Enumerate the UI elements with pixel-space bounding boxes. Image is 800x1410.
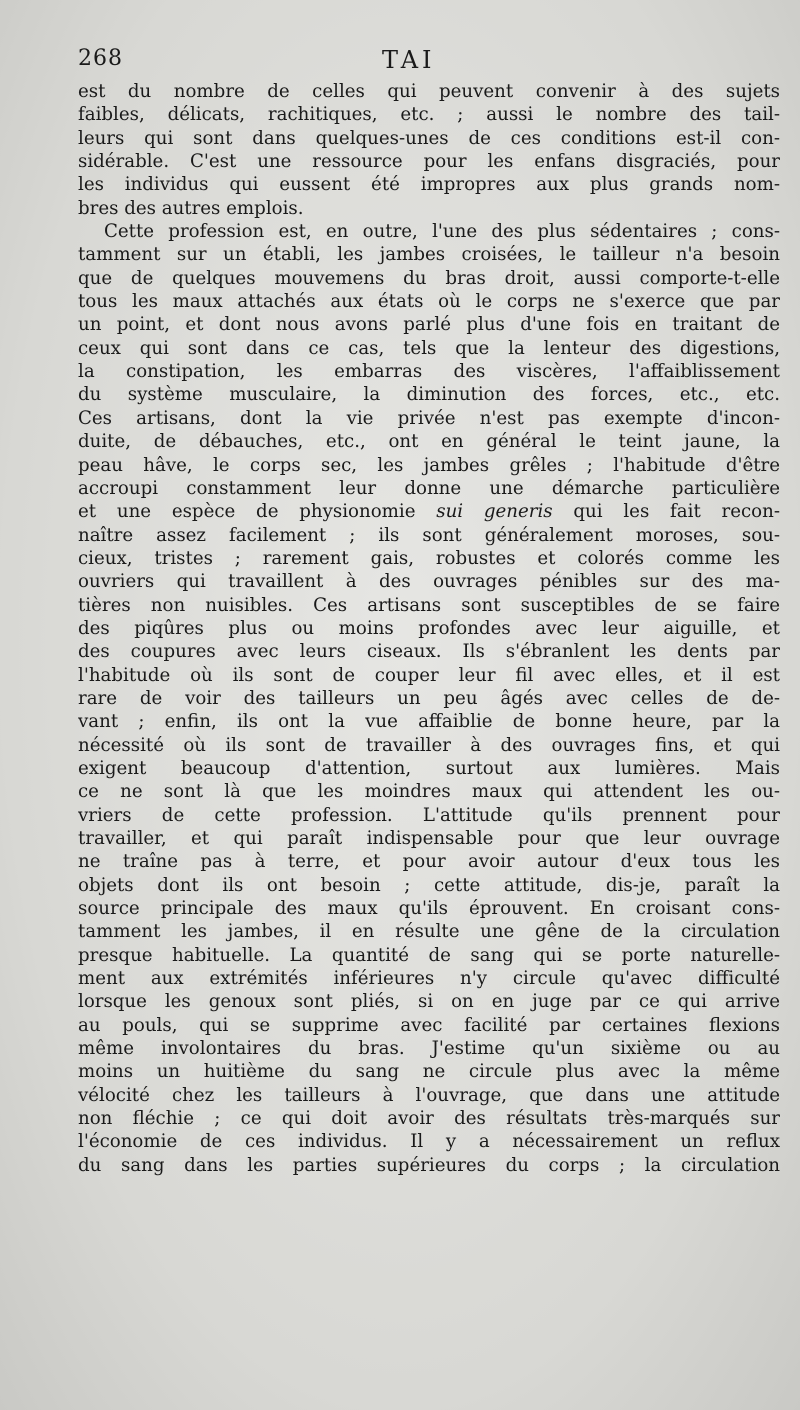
text-line: faibles, délicats, rachitiques, etc. ; aussi le nombre des tail- [78,104,780,126]
text-line: exigent beaucoup d'attention, surtout aux lumières. Mais [78,757,780,779]
text-line: tamment sur un établi, les jambes croisées, le tailleur n'a besoin [78,244,780,266]
text-line: même involontaires du bras. J'estime qu'un sixième ou au [78,1038,780,1060]
italic-phrase: sui generis [436,501,553,523]
text-line: la constipation, les embarras des viscères, l'affaiblissement [78,361,780,383]
text-line: Ces artisans, dont la vie privée n'est pas exempte d'incon- [78,407,780,429]
text-line: peau hâve, le corps sec, les jambes grêles ; l'habitude d'être [78,454,780,476]
text-line: ment aux extrémités inférieures n'y circule qu'avec difficulté [78,968,780,990]
text-line: naître assez facilement ; ils sont généralement moroses, sou- [78,524,780,546]
text-line: travailler, et qui paraît indispensable pour que leur ouvrage [78,828,780,849]
text-line: des piqûres plus ou moins profondes avec leur aiguille, et [78,617,780,639]
page-number: 268 [78,46,123,71]
text-line: ceux qui sont dans ce cas, tels que la lenteur des digestions, [78,337,780,359]
text-line: les individus qui eussent été impropres aux plus grands nom- [78,174,780,196]
text-line: Cette profession est, en outre, l'une des plus sédentaires ; cons- [104,221,780,243]
text-line: au pouls, qui se supprime avec facilité par certaines flexions [78,1014,780,1036]
text-line: que de quelques mouvemens du bras droit, aussi comporte-t-elle [78,267,780,289]
text-line: non fléchie ; ce qui doit avoir des résultats très-marqués sur [78,1108,780,1130]
text-line: bres des autres emplois. [78,197,304,219]
text-line: tous les maux attachés aux états où le corps ne s'exerce que par [78,291,780,313]
running-head: TAI [382,46,436,74]
text-line: moins un huitième du sang ne circule plus avec la même [78,1061,780,1083]
text-line: un point, et dont nous avons parlé plus d'une fois en traitant de [78,314,780,336]
body-text [78,80,780,1177]
text-line: presque habituelle. La quantité de sang qui se porte naturelle- [78,944,780,966]
text-line: ce ne sont là que les moindres maux qui attendent les ou- [78,781,780,803]
text-line: duite, de débauches, etc., ont en général le teint jaune, la [78,431,780,453]
text-line: du système musculaire, la diminution des forces, etc., etc. [78,384,780,406]
text-line: rare de voir des tailleurs un peu âgés avec celles de de- [78,687,780,709]
text-line: nécessité où ils sont de travailler à des ouvrages fins, et qui [78,734,780,756]
text-segment: et une espèce de physionomie [78,501,437,523]
text-line: accroupi constamment leur donne une démarche particulière [78,477,780,499]
text-line: sidérable. C'est une ressource pour les enfans disgraciés, pour [78,151,780,173]
text-line: l'habitude où ils sont de couper leur fil avec elles, et il est [78,664,780,686]
text-line [78,500,780,523]
text-line: vriers de cette profession. L'attitude qu'ils prennent pour [78,804,780,826]
text-line: vélocité chez les tailleurs à l'ouvrage, que dans une attitude [78,1084,780,1106]
text-line: des coupures avec leurs ciseaux. Ils s'ébranlent les dents par [78,641,780,663]
text-line: est du nombre de celles qui peuvent convenir à des sujets [78,81,780,102]
text-line: ne traîne pas à terre, et pour avoir autour d'eux tous les [78,851,780,873]
text-line: lorsque les genoux sont pliés, si on en juge par ce qui arrive [78,991,780,1013]
text-line: leurs qui sont dans quelques-unes de ces conditions est-il con- [78,127,780,149]
text-line: source principale des maux qu'ils éprouvent. En croisant cons- [78,898,780,920]
text-line: l'économie de ces individus. Il y a nécessairement un reflux [78,1131,780,1153]
text-line: objets dont ils ont besoin ; cette attitude, dis-je, paraît la [78,874,780,896]
text-line: ouvriers qui travaillent à des ouvrages pénibles sur des ma- [78,571,780,593]
text-segment: qui les fait recon- [552,501,780,523]
text-line: du sang dans les parties supérieures du corps ; la circulation [78,1154,780,1176]
text-line: cieux, tristes ; rarement gais, robustes et colorés comme les [78,547,780,569]
text-line: vant ; enfin, ils ont la vue affaiblie de bonne heure, par la [78,711,780,733]
text-line: tamment les jambes, il en résulte une gêne de la circulation [78,921,780,943]
text-line: tières non nuisibles. Ces artisans sont susceptibles de se faire [78,594,780,616]
